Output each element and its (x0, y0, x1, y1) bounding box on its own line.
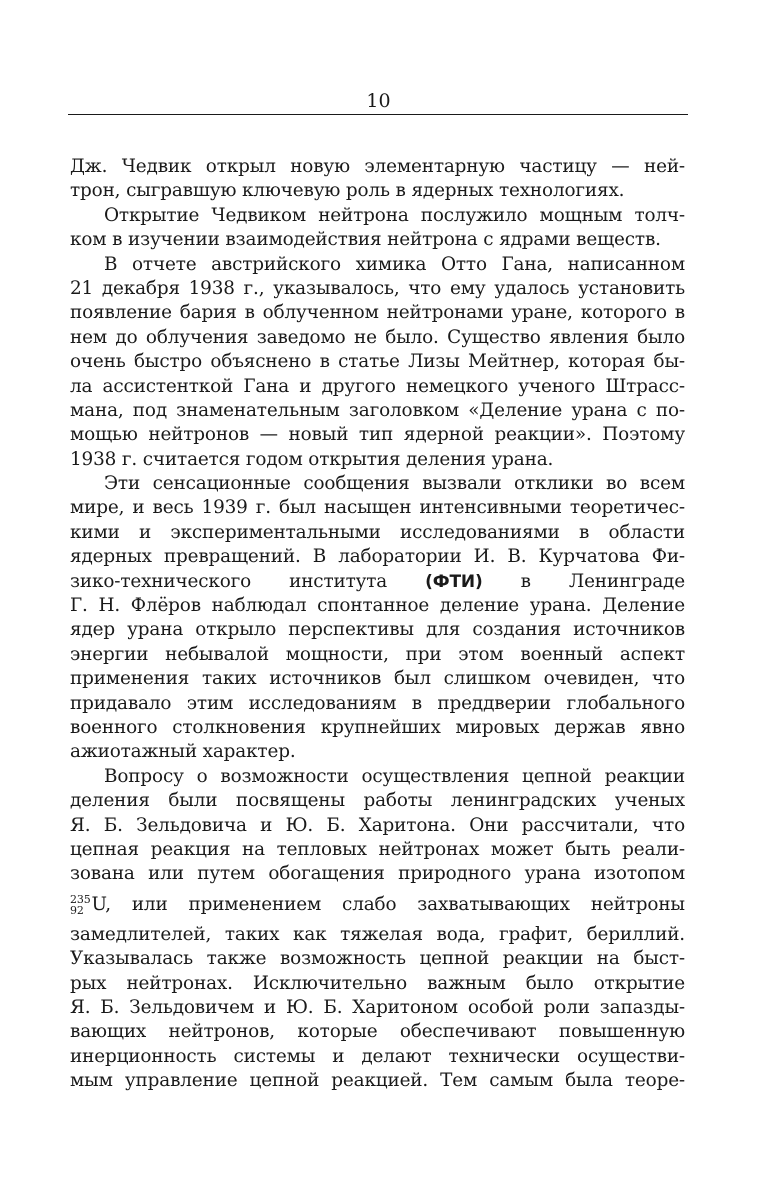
paragraph-4 (70, 472, 685, 765)
text-word: зико-технического (70, 570, 252, 592)
text-line: 21 декабря 1938 г., указывалось, что ему удалось установить (70, 277, 685, 299)
element-symbol: U, (91, 893, 111, 915)
page-number: 10 (366, 90, 391, 112)
text-line (70, 570, 685, 594)
paragraph-3 (70, 253, 685, 473)
text-line: деления были посвящены работы ленинградских ученых (70, 790, 685, 812)
paragraph-5 (70, 765, 685, 1094)
text-line: мире, и весь 1939 г. был насыщен интенсивными теоретичес- (70, 497, 685, 519)
text-line: инерционность системы и делают технически осуществи- (70, 1045, 685, 1067)
text-word: слабо (342, 893, 397, 915)
text-line: вающих нейтронов, которые обеспечивают повышенную (70, 1021, 685, 1043)
text-line: мана, под знаменательным заголовком «Деление урана с по- (70, 399, 685, 421)
text-line: военного столкновения крупнейших мировых держав явно (70, 716, 685, 738)
text-line: ажиотажный характер. (70, 741, 296, 763)
header-rule (68, 114, 688, 115)
text-line: цепная реакция на тепловых нейтронах может быть реали- (70, 838, 685, 860)
text-line: Я. Б. Зельдовича и Ю. Б. Харитона. Они рассчитали, что (70, 814, 685, 836)
paragraph-2 (70, 204, 685, 253)
uranium-isotope (70, 887, 111, 923)
text-word: Ленинграде (568, 570, 685, 592)
text-line: энергии небывалой мощности, при этом военный аспект (70, 643, 685, 665)
text-line: появление бария в облученном нейтронами уране, которого в (70, 302, 685, 324)
text-word: или (131, 893, 168, 915)
text-line: применения таких источников был слишком очевиден, что (70, 668, 685, 690)
text-line: мым управление цепной реакцией. Тем самым была теоре- (70, 1070, 685, 1092)
body-text (70, 155, 685, 1093)
isotope-line (70, 887, 685, 923)
text-line: очень быстро объяснено в статье Лизы Мейтнер, которая бы- (70, 351, 685, 373)
text-word: института (289, 570, 388, 592)
text-word: в (520, 570, 531, 592)
text-line: Г. Н. Флёров наблюдал спонтанное деление урана. Деление (70, 595, 685, 617)
text-line: Вопросу о возможности осуществления цепной реакции (104, 765, 685, 787)
text-line: зована или путем обогащения природного урана изотопом (70, 863, 685, 885)
text-line: ядер урана открыло перспективы для создания источников (70, 619, 685, 641)
text-line: трон, сыгравшую ключевую роль в ядерных технологиях. (70, 180, 625, 202)
text-line: рых нейтронах. Исключительно важным было открытие (70, 972, 685, 994)
text-word: захватывающих (417, 893, 570, 915)
text-line: Открытие Чедвиком нейтрона послужило мощным толч- (104, 204, 685, 226)
text-line: ком в изучении взаимодействия нейтрона с ядрами веществ. (70, 229, 661, 251)
text-line: замедлителей, таких как тяжелая вода, графит, бериллий. (70, 923, 685, 945)
mass-number: 235 (70, 892, 91, 906)
text-line: нем до облучения заведомо не было. Существо явления было (70, 326, 685, 348)
text-line: В отчете австрийского химика Отто Гана, написанном (104, 253, 685, 275)
text-line: Я. Б. Зельдовичем и Ю. Б. Харитоном особой роли запазды- (70, 996, 685, 1018)
paragraph-1 (70, 155, 685, 204)
text-line: кими и экспериментальными исследованиями в области (70, 521, 685, 543)
text-line: Указывалась также возможность цепной реакции на быст- (70, 948, 685, 970)
isotope-numbers (70, 894, 91, 916)
text-line: Эти сенсационные сообщения вызвали отклики во всем (104, 473, 685, 495)
atomic-number: 92 (70, 903, 84, 917)
text-word: нейтроны (590, 893, 685, 915)
text-line: ла ассистенткой Гана и другого немецкого ученого Штрасс- (70, 375, 685, 397)
text-line: мощью нейтронов — новый тип ядерной реакции». Поэтому (70, 424, 685, 446)
text-word: применением (188, 893, 322, 915)
text-line: придавало этим исследованиям в преддверии глобального (70, 692, 685, 714)
text-line: ядерных превращений. В лаборатории И. В. Курчатова Фи- (70, 546, 685, 568)
fti-abbreviation: (ФТИ) (425, 571, 483, 592)
text-line: 1938 г. считается годом открытия деления урана. (70, 448, 554, 470)
text-line: Дж. Чедвик открыл новую элементарную частицу — ней- (70, 156, 685, 177)
